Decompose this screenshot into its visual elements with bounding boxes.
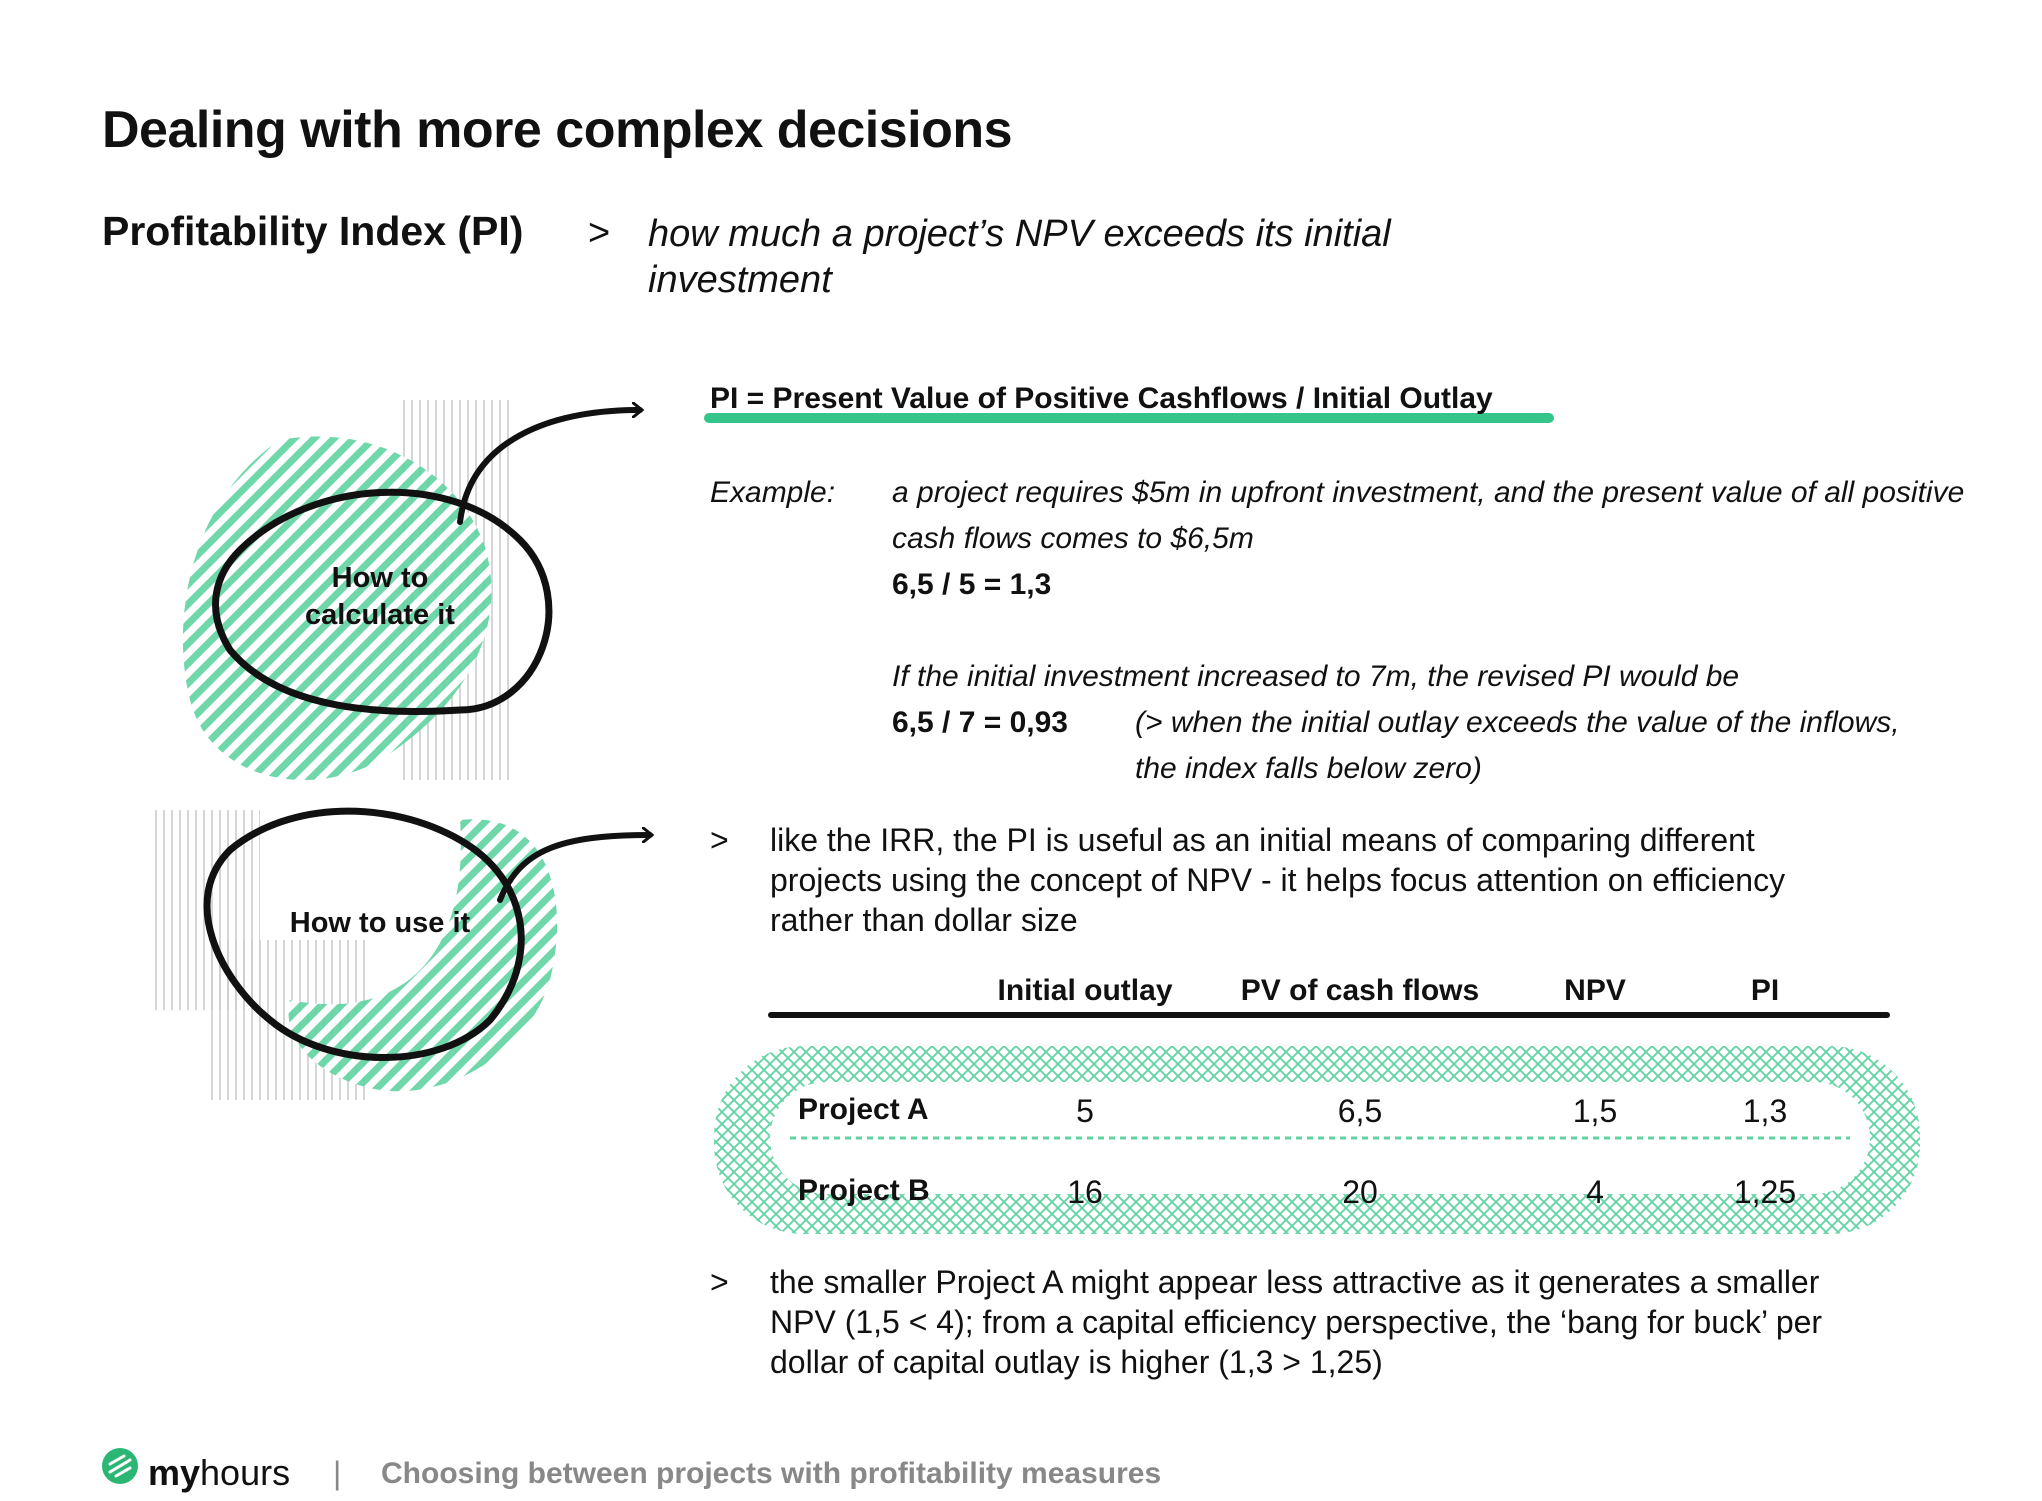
concept-diagram: [130, 380, 690, 1120]
footer-text: Choosing between projects with profitability measures: [381, 1457, 1162, 1490]
brand-name: [148, 1452, 290, 1494]
table-header: NPV: [1564, 974, 1626, 1007]
bullet-text: the smaller Project A might appear less attractive as it generates a smaller NPV (1,5 < 4); from a capital efficiency perspective, the ‘bang for buck’ per dollar of capital outlay is higher (1,3 > 1,25): [770, 1264, 1823, 1380]
bullet-marker: >: [710, 822, 729, 858]
table-cell: 1,25: [1733, 1174, 1797, 1210]
brand-hours: hours: [200, 1452, 291, 1493]
use-label: How to use it: [289, 907, 471, 939]
table-row-label: Project A: [798, 1093, 929, 1126]
bullet-text: like the IRR, the PI is useful as an initial means of comparing different projects using the concept of NPV - it helps focus attention on efficiency rather than dollar size: [770, 822, 1786, 938]
table-header: PI: [1750, 974, 1780, 1007]
subtitle-term: Profitability Index (PI): [102, 208, 524, 254]
table-cell: 16: [1067, 1174, 1103, 1210]
table-cell: 1,3: [1742, 1093, 1788, 1129]
table-header: Initial outlay: [997, 974, 1173, 1007]
formula: PI = Present Value of Positive Cashflows / Initial Outlay: [710, 382, 1493, 415]
revised-text: If the initial investment increased to 7m, the revised PI would be: [892, 660, 1740, 693]
example-text: a project requires $5m in upfront investment, and the present value of all positive cash flows comes to $6,5m: [892, 476, 1965, 555]
table-cell: 4: [1586, 1174, 1604, 1210]
table-cell: 6,5: [1337, 1093, 1383, 1129]
table-header: PV of cash flows: [1240, 974, 1480, 1007]
myhours-logo-icon: [100, 1446, 140, 1486]
page-title: Dealing with more complex decisions: [102, 101, 1013, 159]
revised-note: (> when the initial outlay exceeds the value of the inflows, the index falls below zero): [1135, 706, 1900, 785]
calc-label: How to calculate it: [305, 562, 455, 631]
brand-my: my: [148, 1452, 201, 1493]
example-label: Example:: [710, 476, 836, 509]
footer-separator: |: [333, 1455, 342, 1491]
example-calc: 6,5 / 5 = 1,3: [892, 568, 1052, 601]
table-cell: 5: [1076, 1093, 1094, 1129]
revised-calc: 6,5 / 7 = 0,93: [892, 706, 1068, 739]
subtitle-description: how much a project’s NPV exceeds its initial investment: [648, 213, 1391, 301]
subtitle-arrow: >: [588, 212, 611, 254]
table-row-label: Project B: [798, 1174, 930, 1207]
bullet-marker: >: [710, 1264, 729, 1300]
table-header-rule: [768, 1012, 1890, 1018]
table-cell: 20: [1342, 1174, 1378, 1210]
table-cell: 1,5: [1572, 1093, 1618, 1129]
